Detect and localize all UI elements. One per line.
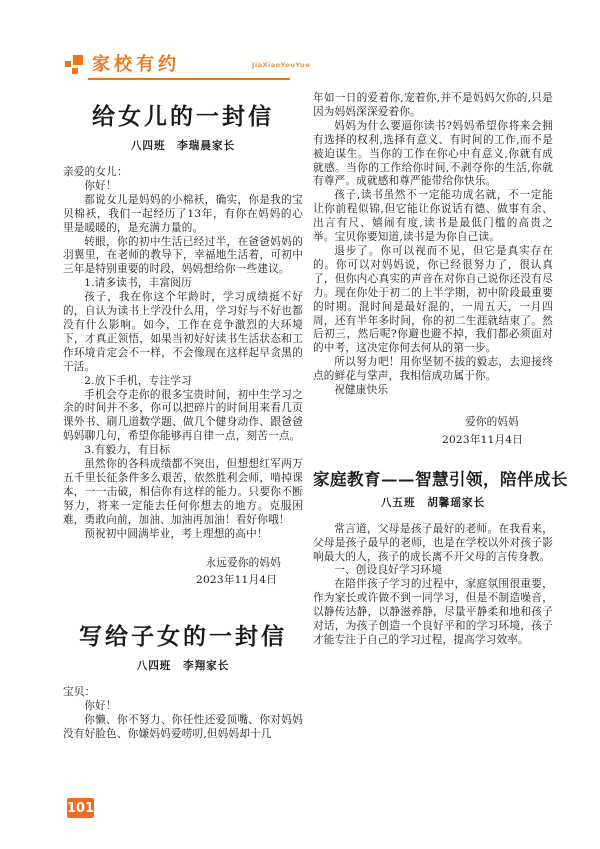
letter1-date: 2023年11月4日 — [196, 574, 277, 587]
section-subtitle-pinyin: JiaXiaoYouYue — [252, 61, 311, 69]
paragraph: 你懒、你不努力、你任性还爱顶嘴、你对妈妈没有好脸色、你嫌妈妈爱唠叨,但妈妈却十几 — [63, 714, 303, 740]
letter1-byline: 八四班 李瑞晨家长 — [130, 140, 236, 152]
article-title: 家庭教育——智慧引领，陪伴成长 — [313, 469, 568, 489]
page-number-badge: 101 — [67, 798, 94, 818]
logo-square-large — [73, 55, 83, 65]
letter2-date: 2023年11月4日 — [442, 433, 523, 446]
paragraph: 常言道，父母是孩子最好的老师。在我看来，父母是孩子最早的老师，也是在学校以外对孩子影响最大的人，孩子的成长离不开父母的言传身教。 — [313, 522, 553, 563]
right-column — [313, 92, 568, 648]
paragraph: 都说女儿是妈妈的小棉袄，确实，你是我的宝贝棉袄，我们一起经历了13年，有你在妈妈的心里是暖暖的，是充满力量的。 — [63, 193, 303, 234]
paragraph: 你好！ — [84, 700, 117, 713]
letter2-start — [63, 618, 303, 742]
paragraph: 你好！ — [84, 179, 117, 192]
paragraph: 退步了。你可以视而不见，但它是真实存在的。你可以对妈妈说，你已经很努力了，很认真了，但你内心真实的声音在对你自己说你还没有尽力。现在你处于初二的上半学期，初中阶段最重要的时期。混时间是最好混的，一周五天，一月四周，还有半年多时间，你的初二生涯就结束了。然后初三，然后呢?你避也避不掉，我们都必须面对的中考，这决定你何去何从的第一步。 — [313, 244, 553, 355]
paragraph: 虽然你的各科成绩都不突出，但想想红军两万五千里长征条件多么艰苦，依然胜利会师，啃掉课本，一一击破，相信你有这样的能力。只要你不断努力，将来一定能去任何你想去的地方。克服困难，勇敢向前，加油、加油再加油！看好你哦！ — [63, 458, 303, 526]
letter2-continuation-opening: 年如一日的爱着你,宠着你,并不是妈妈欠你的,只是因为妈妈深深爱着你。 — [313, 92, 553, 118]
letter1-title: 给女儿的一封信 — [92, 103, 274, 130]
letter2-byline: 八四班 李翔家长 — [136, 660, 230, 673]
letter2-salutation: 宝贝： — [63, 686, 96, 699]
paragraph: 预祝初中圆满毕业，考上理想的高中！ — [84, 527, 268, 540]
paragraph: 一、创设良好学习环境 — [334, 564, 443, 577]
letter2-continuation-body — [313, 120, 553, 398]
paragraph: 孩子，我在你这个年龄时，学习成绩挺不好的，自认为读书上学没什么用，学习好与不好也都没有什么影响。如今，工作在竞争激烈的大环境下，才真正领悟，如果当初好好读书生活状态和工作环境肯定会不一样，不会像现在这样起早贪黑的干活。 — [63, 291, 303, 373]
logo-square-small — [72, 68, 78, 74]
letter1-body — [63, 180, 303, 542]
paragraph: 孩子,读书虽然不一定能功成名就，不一定能让你前程似锦,但它能让你说话有德、做事有余、出言有尺、嬉闹有度,读书是最低门槛的高贵之举。宝贝你要知道,读书是为你自己读。 — [313, 189, 553, 244]
letter1-salutation: 亲爱的女儿： — [63, 166, 128, 178]
article-body — [313, 523, 553, 648]
paragraph: 祝健康快乐 — [334, 384, 389, 397]
page-header — [64, 50, 544, 84]
left-column — [63, 92, 303, 742]
article-byline: 八五班 胡馨瑶家长 — [380, 496, 486, 509]
paragraph: 妈妈为什么要逼你读书?妈妈希望你将来会拥有选择的权利,选择有意义、有时间的工作,而不是被迫谋生。当你的工作在你心中有意义,你就有成就感。当你的工作给你时间,不剥夺你的生活,你就有尊严。成就感和尊严能带给你快乐。 — [313, 119, 553, 188]
paragraph: 3.有毅力，有目标 — [84, 444, 171, 457]
letter2-signature: 爱你的妈妈 — [465, 415, 519, 428]
paragraph: 转眼，你的初中生活已经过半，在爸爸妈妈的羽翼里，在老师的教导下，幸福地生活着，可初中三年是特别重要的时段，妈妈想给你一些建议。 — [63, 235, 303, 276]
paragraph: 在陪伴孩子学习的过程中，家庭氛围很重要，作为家长或许做不到一同学习，但是不制造噪音，以静传达静，以静滋养静，尽量平静柔和地和孩子对话，为孩子创造一个良好平和的学习环境，孩子才能专注于自己的学习过程，提高学习效率。 — [313, 578, 553, 646]
logo-square-mid — [65, 61, 71, 67]
letter1-signature: 永远爱你的妈妈 — [205, 557, 281, 570]
paragraph: 2.放下手机，专注学习 — [84, 374, 192, 387]
letter2-body — [63, 700, 303, 742]
pixel-squares-logo-icon — [64, 52, 88, 78]
section-title: 家校有约 — [92, 54, 180, 75]
paragraph: 1.请多读书，丰富阅历 — [84, 277, 192, 290]
paragraph: 手机会夺走你的很多宝贵时间，初中生学习之余的时间并不多，你可以把碎片的时间用来看几页课外书、刷几道数学题、做几个健身动作、跟爸爸妈妈聊几句，希望你能够再自律一点，刻苦一点。 — [63, 388, 303, 443]
paragraph: 所以努力吧！用你坚韧不拔的毅志，去迎接终点的鲜花与掌声，我相信成功属于你。 — [313, 356, 553, 383]
header-underline — [88, 78, 290, 80]
letter2-title: 写给子女的一封信 — [79, 623, 287, 651]
